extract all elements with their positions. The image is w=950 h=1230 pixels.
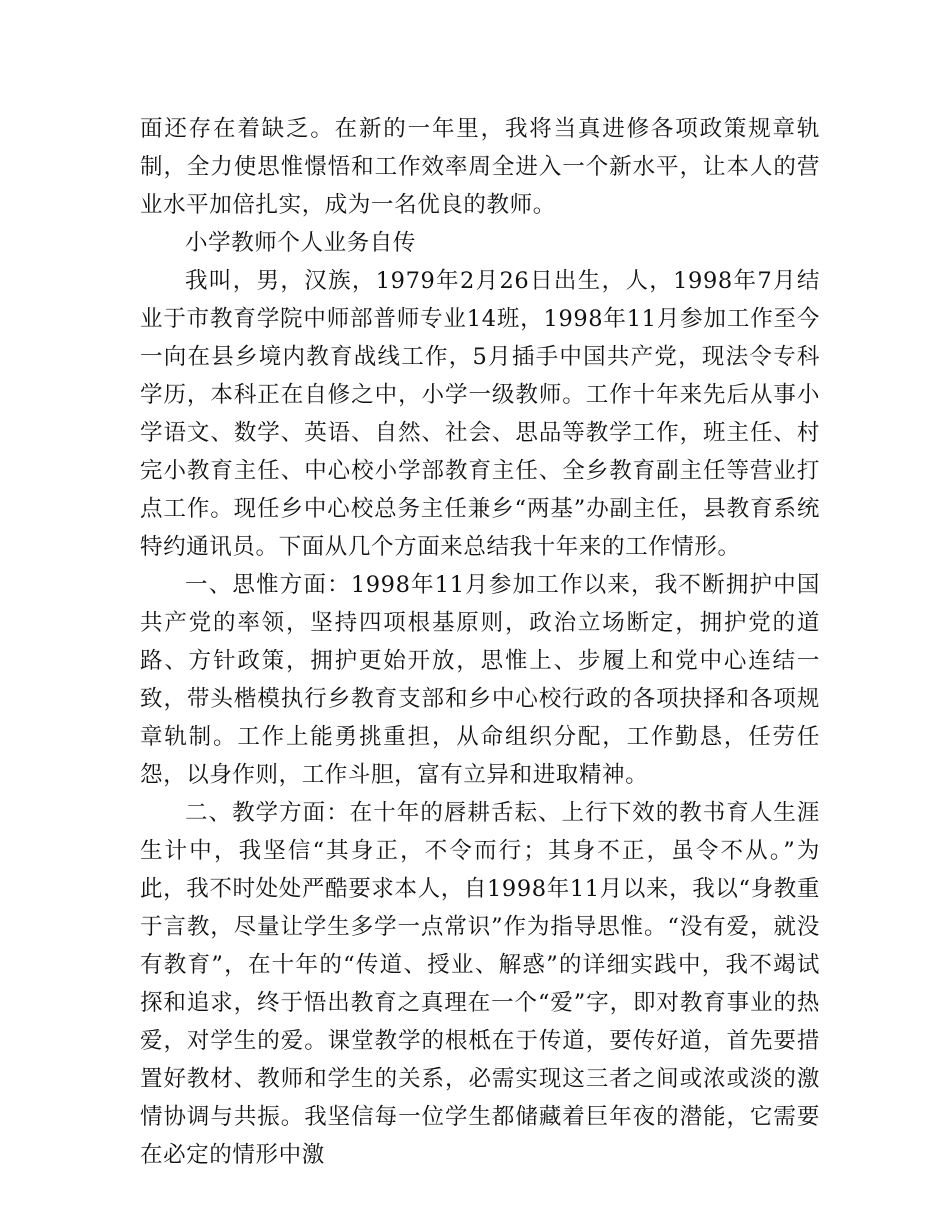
section-heading: 小学教师个人业务自传 bbox=[185, 230, 417, 256]
paragraph-continuation: 面还存在着缺乏。在新的一年里，我将当真进修各项政策规章轨制，全力使思惟憬悟和工作效率周全进入一个新水平，让本人的营业水平加倍扎实，成为一名优良的教师。 bbox=[140, 116, 820, 218]
paragraph-intro: 我叫，男，汉族，1979年2月26日出生，人，1998年7月结业于市教育学院中师部普师专业14班，1998年11月参加工作至今一向在县乡境内教育战线工作，5月插手中国共产党，现法令专科学历，本科正在自修之中，小学一级教师。工作十年来先后从事小学语文、数学、英语、自然、社会、思品等教学工作，班主任、村完小教育主任、中心校小学部教育主任、全乡教育副主任等营业打点工作。现任乡中心校总务主任兼乡“两基”办副主任，县教育系统特约通讯员。下面从几个方面来总结我十年来的工作情形。 bbox=[140, 268, 820, 560]
document-body bbox=[140, 110, 820, 1174]
paragraph-teaching: 二、教学方面：在十年的唇耕舌耘、上行下效的教书育人生涯生计中，我坚信“其身正，不令而行；其身不正，虽令不从。”为此，我不时处处严酷要求本人，自1998年11月以来，我以“身教重于言教，尽量让学生多学一点常识”作为指导思惟。“没有爱，就没有教育”，在十年的“传道、授业、解惑”的详细实践中，我不竭试探和追求，终于悟出教育之真理在一个“爱”字，即对教育事业的热爱，对学生的爱。课堂教学的根柢在于传道，要传好道，首先要措置好教材、教师和学生的关系，必需实现这三者之间或浓或淡的激情协调与共振。我坚信每一位学生都储藏着巨年夜的潜能，它需要在必定的情形中激 bbox=[140, 800, 820, 1168]
paragraph-thinking: 一、思惟方面：1998年11月参加工作以来，我不断拥护中国共产党的率领，坚持四项根基原则，政治立场断定，拥护党的道路、方针政策，拥护更始开放，思惟上、步履上和党中心连结一致，带头楷模执行乡教育支部和乡中心校行政的各项抉择和各项规章轨制。工作上能勇挑重担，从命组织分配，工作勤恳，任劳任怨，以身作则，工作斗胆，富有立异和进取精神。 bbox=[140, 572, 820, 788]
